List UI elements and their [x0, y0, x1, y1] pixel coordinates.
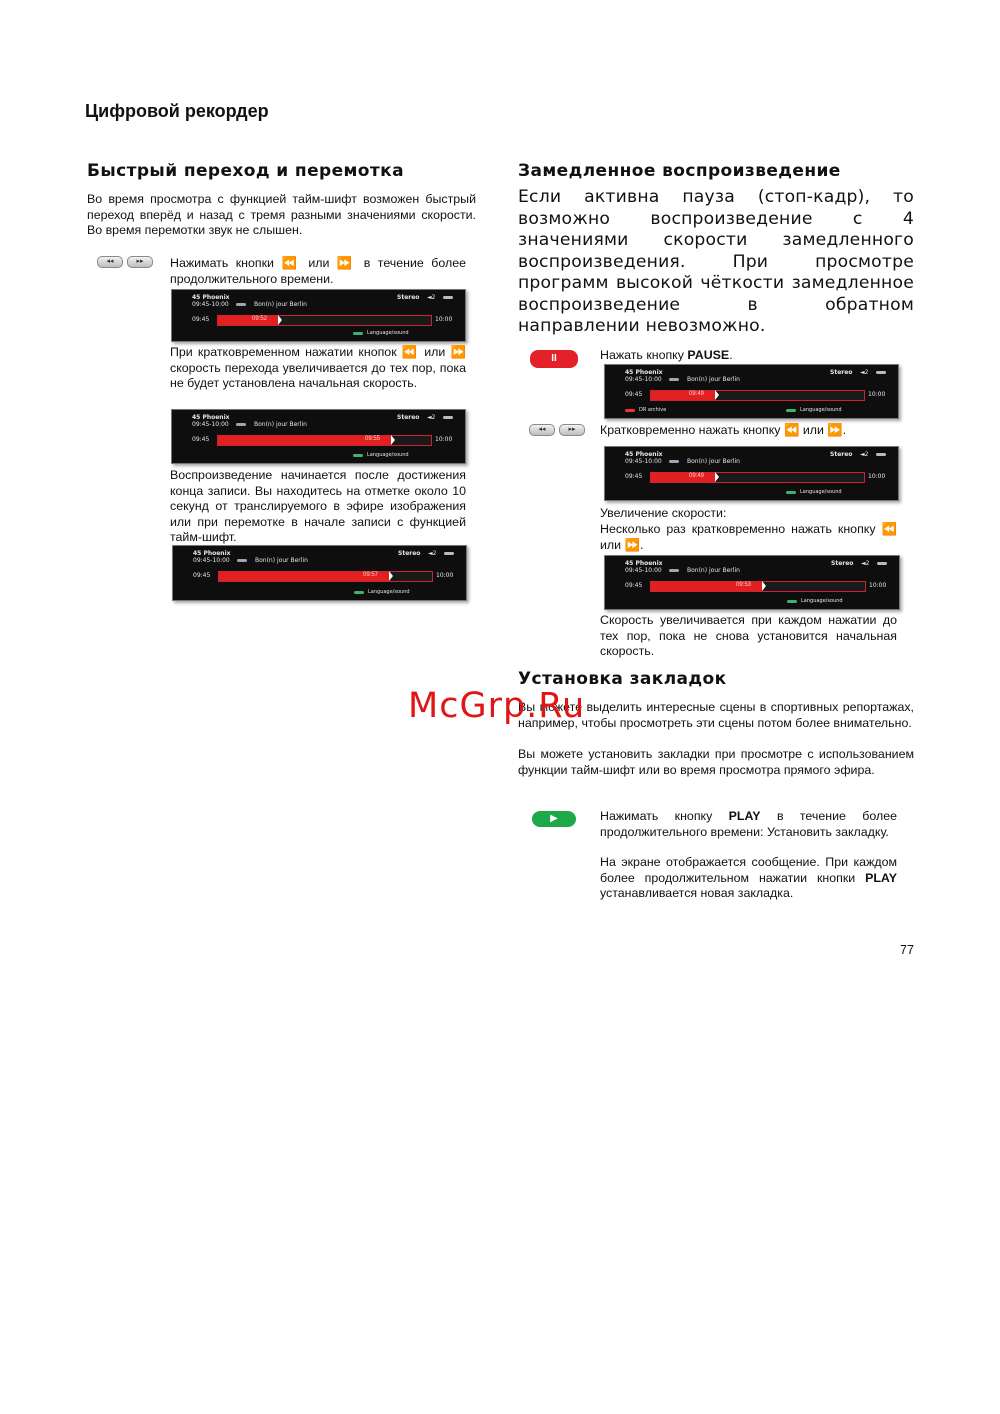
rewind-forward-buttons: [97, 256, 153, 268]
osd-program-pill: [236, 423, 246, 426]
osd-progress-bar: [650, 472, 865, 483]
bookmarks-paragraph-2: Вы можете установить закладки при просмотре с использованием функции тайм-шифт или во время просмотра прямого эфира.: [518, 747, 914, 777]
osd-progress-fill: [651, 473, 715, 482]
step-press-pause: Нажать кнопку PAUSE.: [600, 348, 733, 362]
osd-time-range: 09:45-10:00: [192, 301, 229, 308]
osd-audio: Stereo: [830, 369, 853, 376]
osd-program: Bon(n) jour Berlin: [255, 557, 308, 564]
osd-speaker-icon: ◄2: [860, 451, 869, 458]
osd-position-marker: [389, 571, 393, 581]
osd-end-time: 10:00: [436, 572, 454, 579]
osd-audio: Stereo: [830, 451, 853, 458]
forward-icon: ▸▸: [559, 424, 585, 436]
osd-hint: Language/sound: [801, 598, 843, 604]
osd-program-pill: [236, 303, 246, 306]
osd-position-marker: [391, 435, 395, 445]
osd-speaker-icon: ◄2: [428, 550, 437, 557]
osd-program-pill: [669, 460, 679, 463]
osd-audio: Stereo: [831, 560, 854, 567]
osd-channel: 45 Phoenix: [192, 414, 230, 421]
osd-screenshot: [171, 289, 466, 342]
osd-screenshot: [171, 409, 466, 464]
step-playback-resumes: Воспроизведение начинается после достижения конца записи. Вы находитесь на отметке около 10 секунд от транслируемого в эфире изображения или при перемотке в начале записи с функцией тайм-шифт.: [170, 468, 466, 544]
pause-icon: II: [551, 353, 557, 364]
osd-screenshot: [604, 555, 900, 610]
chapter-title: Цифровой рекордер: [85, 101, 269, 121]
osd-end-time: 10:00: [869, 582, 887, 589]
osd-start-time: 09:45: [625, 582, 643, 589]
osd-hint-pill: [786, 409, 796, 412]
osd-progress-fill: [218, 316, 278, 325]
osd-progress-bar: [650, 581, 866, 592]
osd-program: Bon(n) jour Berlin: [687, 376, 740, 383]
section-heading-slow-motion: Замедленное воспроизведение: [518, 161, 841, 181]
forward-icon: ⏩: [336, 256, 357, 270]
osd-position-time: 09:49: [689, 391, 705, 397]
step-short-press: При кратковременном нажатии кнопок ⏪ или ⏩ скорость перехода увеличивается до тех пор, пока не будет установлена начальная скорость.: [170, 345, 466, 390]
osd-position-marker: [715, 390, 719, 400]
osd-extra: DR archive: [639, 407, 667, 413]
osd-end-time: 10:00: [435, 316, 453, 323]
section-heading-bookmarks: Установка закладок: [518, 669, 727, 689]
osd-remote-pill: [443, 296, 453, 299]
osd-program: Bon(n) jour Berlin: [254, 421, 307, 428]
osd-remote-pill: [443, 416, 453, 419]
osd-remote-pill: [876, 453, 886, 456]
osd-progress-bar: [650, 390, 865, 401]
forward-icon: ⏩: [450, 345, 466, 359]
watermark: McGrp.Ru: [408, 686, 586, 726]
osd-extra-pill: [625, 409, 635, 412]
osd-start-time: 09:45: [193, 572, 211, 579]
rewind-icon: ⏪: [281, 256, 301, 270]
forward-icon: ⏩: [827, 423, 843, 437]
osd-hint: Language/sound: [367, 452, 409, 458]
osd-position-time: 09:55: [365, 436, 381, 442]
osd-remote-pill: [876, 371, 886, 374]
osd-end-time: 10:00: [868, 473, 886, 480]
osd-time-range: 09:45-10:00: [625, 458, 662, 465]
speed-increase-title: Увеличение скорости:: [600, 506, 727, 520]
osd-time-range: 09:45-10:00: [625, 376, 662, 383]
osd-screenshot: [604, 446, 899, 501]
osd-progress-bar: [218, 571, 433, 582]
osd-position-time: 09:52: [252, 316, 268, 322]
osd-position-time: 09:57: [363, 572, 379, 578]
speed-increase-note: Скорость увеличивается при каждом нажатии до тех пор, пока не снова установится начальная скорость.: [600, 613, 897, 658]
section-heading-fast-seek: Быстрый переход и перемотка: [87, 161, 404, 181]
osd-speaker-icon: ◄2: [860, 369, 869, 376]
osd-remote-pill: [877, 562, 887, 565]
osd-audio: Stereo: [397, 294, 420, 301]
rewind-icon: ⏪: [783, 423, 800, 437]
play-icon: ▶: [550, 813, 558, 824]
play-button: [532, 811, 576, 827]
osd-channel: 45 Phoenix: [193, 550, 231, 557]
osd-position-marker: [278, 315, 282, 325]
osd-program-pill: [237, 559, 247, 562]
osd-screenshot: [172, 545, 467, 601]
step-speed-increase: Несколько раз кратковременно нажать кнопку ⏪ или ⏩.: [600, 522, 897, 552]
osd-start-time: 09:45: [625, 391, 643, 398]
osd-program-pill: [669, 569, 679, 572]
page-number: 77: [900, 943, 914, 957]
osd-time-range: 09:45-10:00: [625, 567, 662, 574]
step-press-play: Нажимать кнопку PLAY в течение более продолжительного времени: Установить закладку.: [600, 809, 897, 839]
osd-hint: Language/sound: [368, 589, 410, 595]
bookmarks-paragraph-1: Вы можете выделить интересные сцены в спортивных репортажах, например, чтобы просмотреть эти сцены потом более внимательно.: [518, 700, 914, 730]
osd-position-marker: [715, 472, 719, 482]
osd-program: Bon(n) jour Berlin: [687, 567, 740, 574]
osd-start-time: 09:45: [192, 316, 210, 323]
osd-progress-bar: [217, 315, 432, 326]
osd-channel: 45 Phoenix: [625, 451, 663, 458]
step-hold-buttons: Нажимать кнопки ⏪ или ⏩ в течение более продолжительного времени.: [170, 256, 466, 286]
osd-progress-fill: [651, 391, 715, 400]
osd-progress-bar: [217, 435, 432, 446]
osd-position-time: 09:53: [736, 582, 752, 588]
osd-speaker-icon: ◄2: [427, 294, 436, 301]
osd-hint-pill: [353, 332, 363, 335]
osd-hint: Language/sound: [367, 330, 409, 336]
osd-end-time: 10:00: [868, 391, 886, 398]
rewind-icon: ◂◂: [97, 256, 123, 268]
osd-time-range: 09:45-10:00: [193, 557, 230, 564]
rewind-icon: ◂◂: [529, 424, 555, 436]
osd-position-marker: [762, 581, 766, 591]
osd-time-range: 09:45-10:00: [192, 421, 229, 428]
osd-hint-pill: [787, 600, 797, 603]
osd-hint: Language/sound: [800, 407, 842, 413]
forward-icon: ⏩: [624, 537, 640, 552]
osd-audio: Stereo: [398, 550, 421, 557]
pause-button: [530, 350, 578, 368]
play-message-note: На экране отображается сообщение. При каждом более продолжительном нажатии кнопки PLAY устанавливается новая закладка.: [600, 855, 897, 900]
osd-hint-pill: [354, 591, 364, 594]
osd-position-time: 09:49: [689, 473, 705, 479]
osd-remote-pill: [444, 552, 454, 555]
rewind-icon: ⏪: [401, 345, 420, 359]
osd-program: Bon(n) jour Berlin: [687, 458, 740, 465]
forward-icon: ▸▸: [127, 256, 153, 268]
osd-channel: 45 Phoenix: [192, 294, 230, 301]
osd-hint-pill: [786, 491, 796, 494]
fast-seek-intro: Во время просмотра с функцией тайм-шифт возможен быстрый переход вперёд и назад с тремя разными значениями скорости. Во время перемотки звук не слышен.: [87, 192, 476, 237]
rewind-icon: ⏪: [881, 522, 897, 536]
osd-hint-pill: [353, 454, 363, 457]
osd-start-time: 09:45: [625, 473, 643, 480]
osd-channel: 45 Phoenix: [625, 369, 663, 376]
step-short-press-slow: Кратковременно нажать кнопку ⏪ или ⏩.: [600, 423, 847, 437]
osd-speaker-icon: ◄2: [861, 560, 870, 567]
osd-hint: Language/sound: [800, 489, 842, 495]
osd-end-time: 10:00: [435, 436, 453, 443]
osd-start-time: 09:45: [192, 436, 210, 443]
osd-program-pill: [669, 378, 679, 381]
osd-channel: 45 Phoenix: [625, 560, 663, 567]
slow-motion-intro: Если активна пауза (стоп-кадр), то возможно воспроизведение с 4 значениями скорости замедленного воспроизведения. При просмотре программ высокой чёткости замедленное воспроизведение в обратном направлении невозможно.: [518, 187, 914, 336]
osd-speaker-icon: ◄2: [427, 414, 436, 421]
osd-program: Bon(n) jour Berlin: [254, 301, 307, 308]
rewind-forward-buttons: [529, 424, 585, 436]
osd-screenshot: [604, 364, 899, 419]
osd-audio: Stereo: [397, 414, 420, 421]
